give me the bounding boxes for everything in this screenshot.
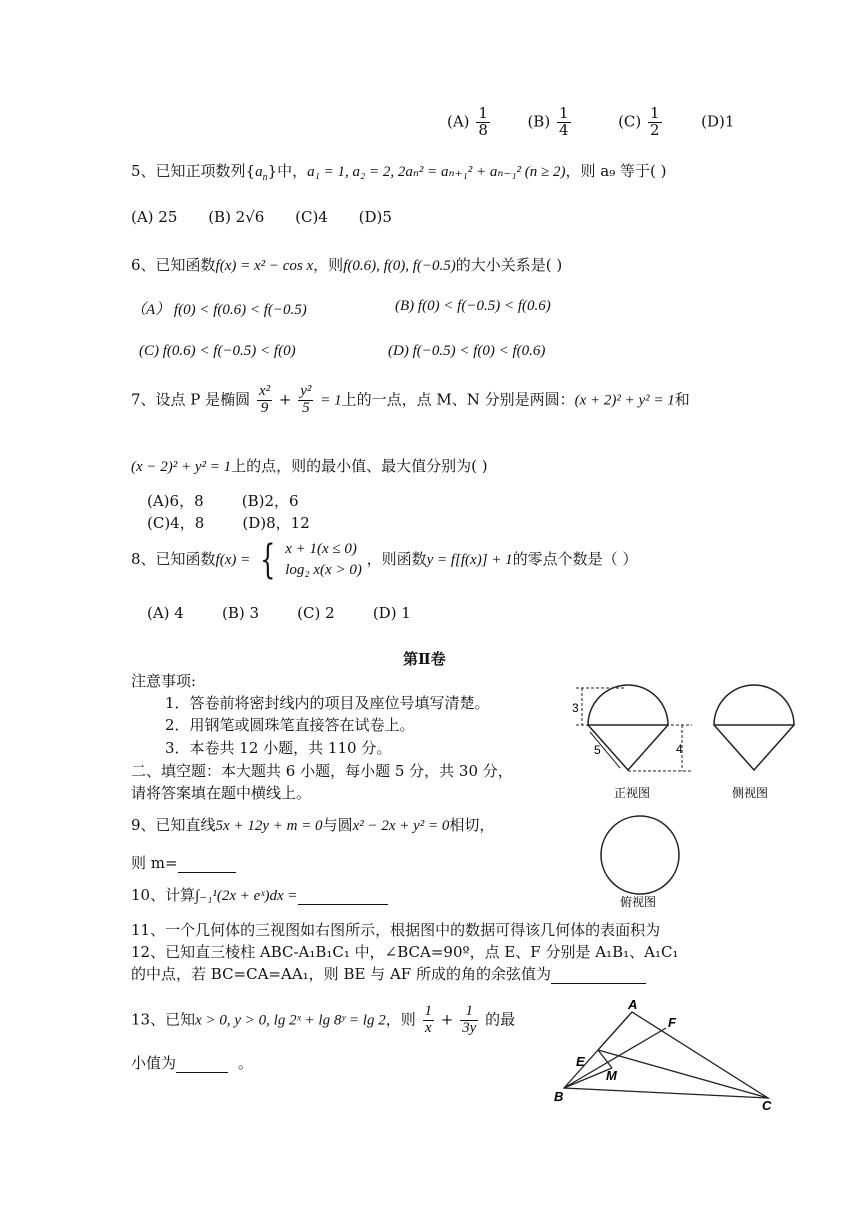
q7-frac-y: $\frac{\text{y²}}{5}$ [300, 383, 312, 416]
q8-options: (A) 4 (B) 3 (C) 2 (D) 1 [147, 604, 411, 622]
q4-options [447, 106, 734, 139]
dim-5-label: 5 [594, 743, 601, 757]
q10-stem: 10、计算∫₋₁¹(2x + eˣ)dx = [131, 884, 388, 905]
side-view-label: 侧视图 [732, 786, 769, 800]
front-view [588, 685, 668, 770]
q13-frac-2: $\frac{1}{3y}$ [462, 1003, 477, 1036]
notes-title: 注意事项: [131, 672, 197, 690]
top-view [601, 816, 679, 894]
q13-line2: 小值为 。 [131, 1054, 254, 1072]
q12-line1: 12、已知直三棱柱 ABC-A₁B₁C₁ 中，∠BCA=90º，点 E、F 分别是 A₁B₁、A₁C₁ [131, 943, 679, 961]
q6-stem: 6、已知函数f(x) = x² − cos x，则f(0.6), f(0), f(−0.5)的大小关系是( ) [131, 256, 563, 274]
q4-option-a-frac: $\frac{1}{8}$ [478, 104, 488, 139]
note-item: 1．答卷前将密封线内的项目及座位号填写清楚。 [165, 694, 490, 712]
q7-line2: (x − 2)² + y² = 1上的点，则的最小值、最大值分别为( ) [131, 457, 488, 475]
q4-option-c-frac: $\frac{1}{2}$ [650, 104, 660, 139]
three-view-figure [568, 682, 808, 912]
side-view [714, 685, 794, 770]
top-view-label: 俯视图 [620, 895, 657, 909]
q6-option-a: （A） f(0) < f(0.6) < f(−0.5) [131, 302, 307, 318]
q12-answer-blank [551, 965, 646, 984]
q6-option-b: (B) f(0) < f(−0.5) < f(0.6) [395, 298, 551, 314]
point-m: M [606, 1068, 617, 1083]
q4-option-d: (D)1 [701, 112, 735, 131]
note-item: 3．本卷共 12 小题，共 110 分。 [165, 739, 392, 757]
q10-answer-blank [298, 886, 388, 905]
q4-option-b: (B) [527, 112, 551, 131]
q7-stem: 7、设点 P 是椭圆 $\frac{\text{x²}}{9}$ + $\frac{\text{y²}}{5}$ = 1上的一点，点 M、N 分别是两圆：(x + 2)² + y² = 1和 [131, 383, 690, 416]
q5-option: (A) 25 [131, 208, 178, 226]
q8-brace: { [260, 537, 276, 583]
q5-stem: 5、已知正项数列$\{a_n\}$中，a₁ = 1, a₂ = 2, 2aₙ² = aₙ₊₁² + aₙ₋₁² (n ≥ 2)，则 a₉ 等于( ) [131, 162, 667, 183]
front-view-label: 正视图 [614, 786, 651, 800]
vertex-a: A [628, 998, 638, 1012]
q9-answer-blank [178, 854, 236, 873]
q6-option-c: (C) f(0.6) < f(−0.5) < f(0) [139, 343, 296, 359]
vertex-b: B [554, 1089, 564, 1104]
q13-answer-blank [176, 1054, 228, 1073]
q5-option: (B) 2√6 [208, 208, 265, 226]
q5-options [131, 208, 392, 226]
q9-stem: 9、已知直线5x + 12y + m = 0与圆x² − 2x + y² = 0相切， [131, 816, 495, 834]
fill-instructions-1: 二、填空题：本大题共 6 小题，每小题 5 分，共 30 分， [131, 762, 513, 780]
fill-instructions-2: 请将答案填在题中横线上。 [131, 784, 312, 802]
q8-stem: 8、已知函数f(x) = { x + 1(x ≤ 0) log₂ x(x > 0) ，则函数y = f[f(x)] + 1的零点个数是（ ） [131, 537, 638, 583]
q5-option: (D)5 [358, 208, 392, 226]
q7-options-row1: (A)6，8 (B)2，6 [147, 492, 299, 510]
point-e: E [576, 1054, 585, 1069]
q5-option: (C)4 [295, 208, 328, 226]
q13-stem: 13、已知x > 0, y > 0, lg 2ˣ + lg 8ʸ = lg 2，则 $\frac{1}{x}$ + $\frac{1}{3y}$ 的最 [131, 1003, 516, 1036]
dimension-lines [576, 688, 692, 771]
q4-option-b-frac: $\frac{1}{4}$ [558, 104, 569, 139]
q7-options-row2: (C)4，8 (D)8，12 [147, 514, 310, 532]
triangle-figure [550, 998, 790, 1113]
point-f: F [668, 1015, 676, 1030]
q8-cases: x + 1(x ≤ 0) log₂ x(x > 0) [285, 541, 362, 578]
vertex-c: C [762, 1098, 772, 1113]
section-title: 第Ⅱ卷 [403, 650, 446, 668]
q4-option-a: (A) [447, 112, 470, 131]
q7-frac-x: $\frac{\text{x²}}{9}$ [258, 383, 271, 416]
note-item: 2．用钢笔或圆珠笔直接答在试卷上。 [165, 716, 415, 734]
q13-frac-1: $\frac{1}{x}$ [424, 1003, 433, 1036]
q4-option-c: (C) [618, 112, 642, 131]
q6-option-d: (D) f(−0.5) < f(0) < f(0.6) [388, 343, 546, 359]
dim-4-label: 4 [676, 742, 683, 756]
q9-line2: 则 m= [131, 852, 236, 873]
q5-condition: a₁ = 1, a₂ = 2, 2aₙ² = aₙ₊₁² + aₙ₋₁² (n ≥ 2) [307, 164, 566, 180]
q11-stem: 11、一个几何体的三视图如右图所示，根据图中的数据可得该几何体的表面积为 [131, 921, 661, 939]
dim-3-label: 3 [572, 701, 579, 715]
q12-line2: 的中点，若 BC=CA=AA₁，则 BE 与 AF 所成的角的余弦值为 [131, 963, 646, 984]
